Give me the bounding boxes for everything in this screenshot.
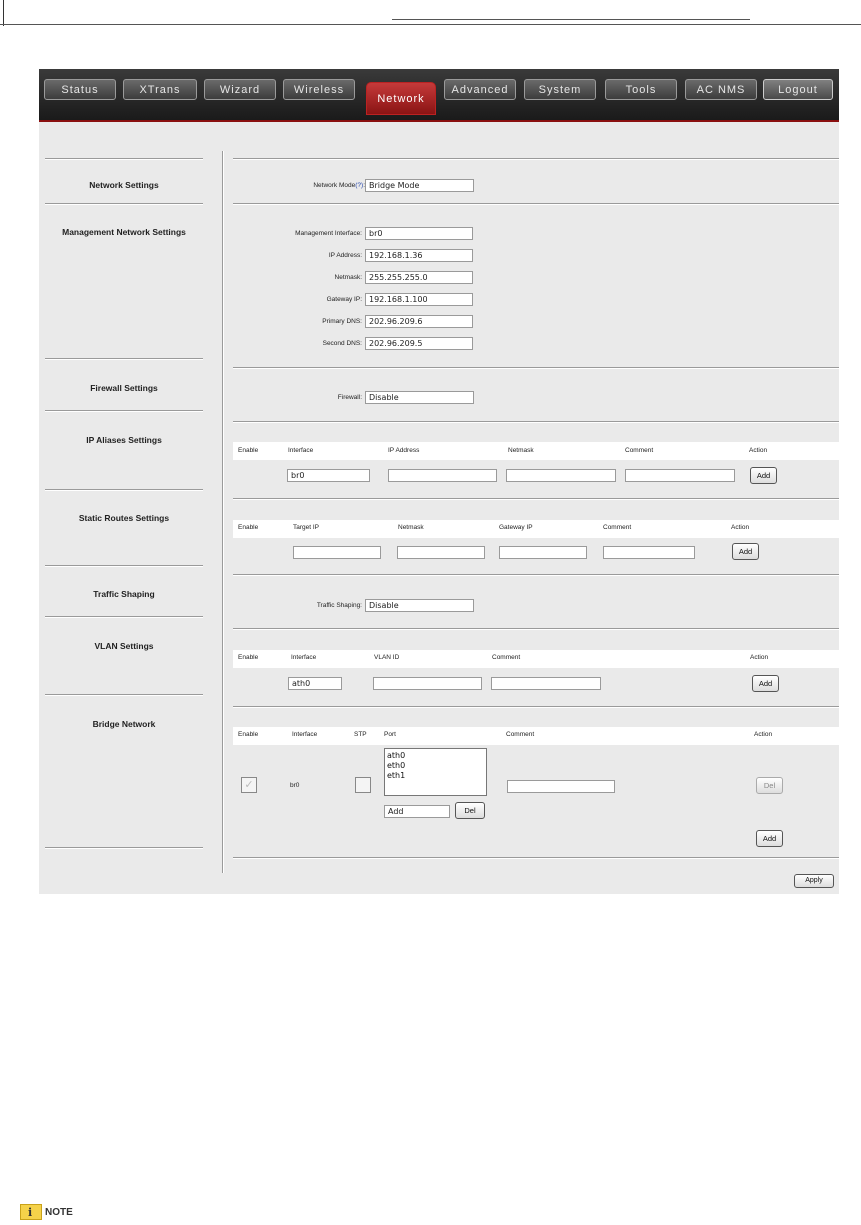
router-ui-screenshot — [39, 69, 839, 894]
second-dns-input[interactable]: 202.96.209.5 — [365, 337, 473, 350]
section-divider — [233, 203, 839, 205]
column-header: Action — [749, 447, 768, 454]
sidebar-item-static-routes: Static Routes Settings — [78, 513, 170, 523]
apply-button[interactable]: Apply — [794, 874, 834, 888]
tab-xtrans[interactable]: XTrans — [123, 79, 197, 100]
gateway-ip-input[interactable]: 192.168.1.100 — [365, 293, 473, 306]
bridge-port-list[interactable] — [384, 748, 487, 796]
sidebar-divider — [45, 694, 203, 696]
sidebar-divider — [45, 616, 203, 618]
ip-alias-add-button[interactable]: Add — [750, 467, 777, 484]
gateway-ip-label: Gateway IP: — [326, 296, 362, 303]
page-header-rule — [0, 24, 861, 25]
ip-alias-netmask-input[interactable] — [506, 469, 616, 482]
sidebar-divider — [45, 158, 203, 160]
route-netmask-input[interactable] — [397, 546, 485, 559]
port-option[interactable]: eth1 — [387, 771, 406, 780]
second-dns-label: Second DNS: — [322, 340, 362, 347]
column-header: Enable — [238, 731, 259, 738]
bridge-comment-input[interactable] — [507, 780, 615, 793]
port-option[interactable]: ath0 — [387, 751, 406, 760]
logout-button[interactable]: Logout — [763, 79, 833, 100]
sidebar-divider — [45, 489, 203, 491]
bridge-enable-checkbox[interactable]: ✓ — [241, 777, 257, 793]
primary-dns-label: Primary DNS: — [322, 318, 362, 325]
column-header: Action — [754, 731, 773, 738]
column-header: Comment — [603, 524, 632, 531]
primary-dns-input[interactable]: 202.96.209.6 — [365, 315, 473, 328]
ip-alias-address-input[interactable] — [388, 469, 497, 482]
column-header: Netmask — [398, 524, 424, 531]
column-header: Target IP — [293, 524, 320, 531]
management-interface-input[interactable]: br0 — [365, 227, 473, 240]
tab-wireless[interactable]: Wireless — [283, 79, 355, 100]
column-header: STP — [354, 731, 367, 738]
section-divider — [233, 628, 839, 630]
vlan-add-button[interactable]: Add — [752, 675, 779, 692]
tab-wizard[interactable]: Wizard — [204, 79, 276, 100]
column-header: Interface — [291, 654, 317, 661]
column-header: Action — [731, 524, 750, 531]
page-margin-mark — [3, 0, 4, 26]
info-icon: i — [20, 1204, 42, 1220]
column-header: Comment — [506, 731, 535, 738]
column-header: Gateway IP — [499, 524, 533, 531]
bridge-header-bar — [233, 727, 839, 745]
tab-tools[interactable]: Tools — [605, 79, 677, 100]
sidebar-divider — [45, 565, 203, 567]
tab-system[interactable]: System — [524, 79, 596, 100]
help-link[interactable]: (?) — [355, 182, 364, 189]
sidebar-item-bridge: Bridge Network — [92, 719, 156, 729]
route-target-ip-input[interactable] — [293, 546, 381, 559]
tab-network[interactable]: Network — [366, 82, 436, 115]
sidebar-separator — [222, 151, 224, 873]
sidebar-item-firewall: Firewall Settings — [90, 383, 158, 393]
column-header: Comment — [492, 654, 521, 661]
sidebar-item-ip-aliases: IP Aliases Settings — [86, 435, 162, 445]
tab-advanced[interactable]: Advanced — [444, 79, 516, 100]
column-header: Interface — [292, 731, 318, 738]
note-callout — [20, 1204, 73, 1220]
sidebar-item-vlan: VLAN Settings — [94, 641, 154, 651]
traffic-shaping-label: Traffic Shaping: — [316, 602, 362, 609]
bridge-interface-value: br0 — [290, 782, 300, 789]
column-header: IP Address — [388, 447, 420, 454]
note-label: NOTE — [45, 1206, 73, 1218]
sidebar-divider — [45, 358, 203, 360]
sidebar-divider — [45, 410, 203, 412]
ip-address-label: IP Address: — [328, 252, 362, 259]
section-divider — [233, 421, 839, 423]
column-header: Netmask — [508, 447, 534, 454]
bridge-port-add-input[interactable]: Add — [384, 805, 450, 818]
sidebar-item-network-settings: Network Settings — [89, 180, 159, 190]
column-header: Enable — [238, 524, 259, 531]
route-gateway-ip-input[interactable] — [499, 546, 587, 559]
tab-ac-nms[interactable]: AC NMS — [685, 79, 757, 100]
bridge-stp-checkbox[interactable] — [355, 777, 371, 793]
sidebar-item-management-network: Management Network Settings — [62, 227, 186, 237]
tab-status[interactable]: Status — [44, 79, 116, 100]
column-header: VLAN ID — [374, 654, 400, 661]
sidebar-divider — [45, 203, 203, 205]
firewall-select[interactable]: Disable — [365, 391, 474, 404]
column-header: Action — [750, 654, 769, 661]
column-header: Comment — [625, 447, 654, 454]
column-header: Port — [384, 731, 396, 738]
ip-address-input[interactable]: 192.168.1.36 — [365, 249, 473, 262]
network-mode-select[interactable]: Bridge Mode — [365, 179, 474, 192]
header-underline — [392, 19, 750, 20]
management-interface-label: Management Interface: — [295, 230, 362, 237]
route-add-button[interactable]: Add — [732, 543, 759, 560]
section-divider — [233, 498, 839, 500]
section-divider — [233, 706, 839, 708]
sidebar-item-traffic-shaping: Traffic Shaping — [93, 589, 155, 599]
netmask-input[interactable]: 255.255.255.0 — [365, 271, 473, 284]
bridge-port-del-button[interactable]: Del — [455, 802, 485, 819]
route-comment-input[interactable] — [603, 546, 695, 559]
netmask-label: Netmask: — [334, 274, 362, 281]
section-divider — [233, 857, 839, 859]
bridge-add-button[interactable]: Add — [756, 830, 783, 847]
vlan-id-input[interactable] — [373, 677, 482, 690]
column-header: Enable — [238, 654, 259, 661]
port-option[interactable]: eth0 — [387, 761, 406, 770]
network-mode-label: Network Mode(?) — [313, 182, 364, 189]
section-divider — [233, 367, 839, 369]
sidebar-divider — [45, 847, 203, 849]
vlan-comment-input[interactable] — [491, 677, 601, 690]
section-divider — [233, 574, 839, 576]
column-header: Interface — [288, 447, 314, 454]
ip-alias-comment-input[interactable] — [625, 469, 735, 482]
firewall-label: Firewall: — [337, 394, 362, 401]
bridge-delete-button[interactable]: Del — [756, 777, 783, 794]
top-navigation-bar — [39, 69, 839, 122]
column-header: Enable — [238, 447, 259, 454]
traffic-shaping-select[interactable]: Disable — [365, 599, 474, 612]
section-divider — [233, 158, 839, 160]
vlan-header-bar — [233, 650, 839, 668]
vlan-interface-input[interactable]: ath0 — [288, 677, 342, 690]
ip-alias-interface-input[interactable]: br0 — [287, 469, 370, 482]
